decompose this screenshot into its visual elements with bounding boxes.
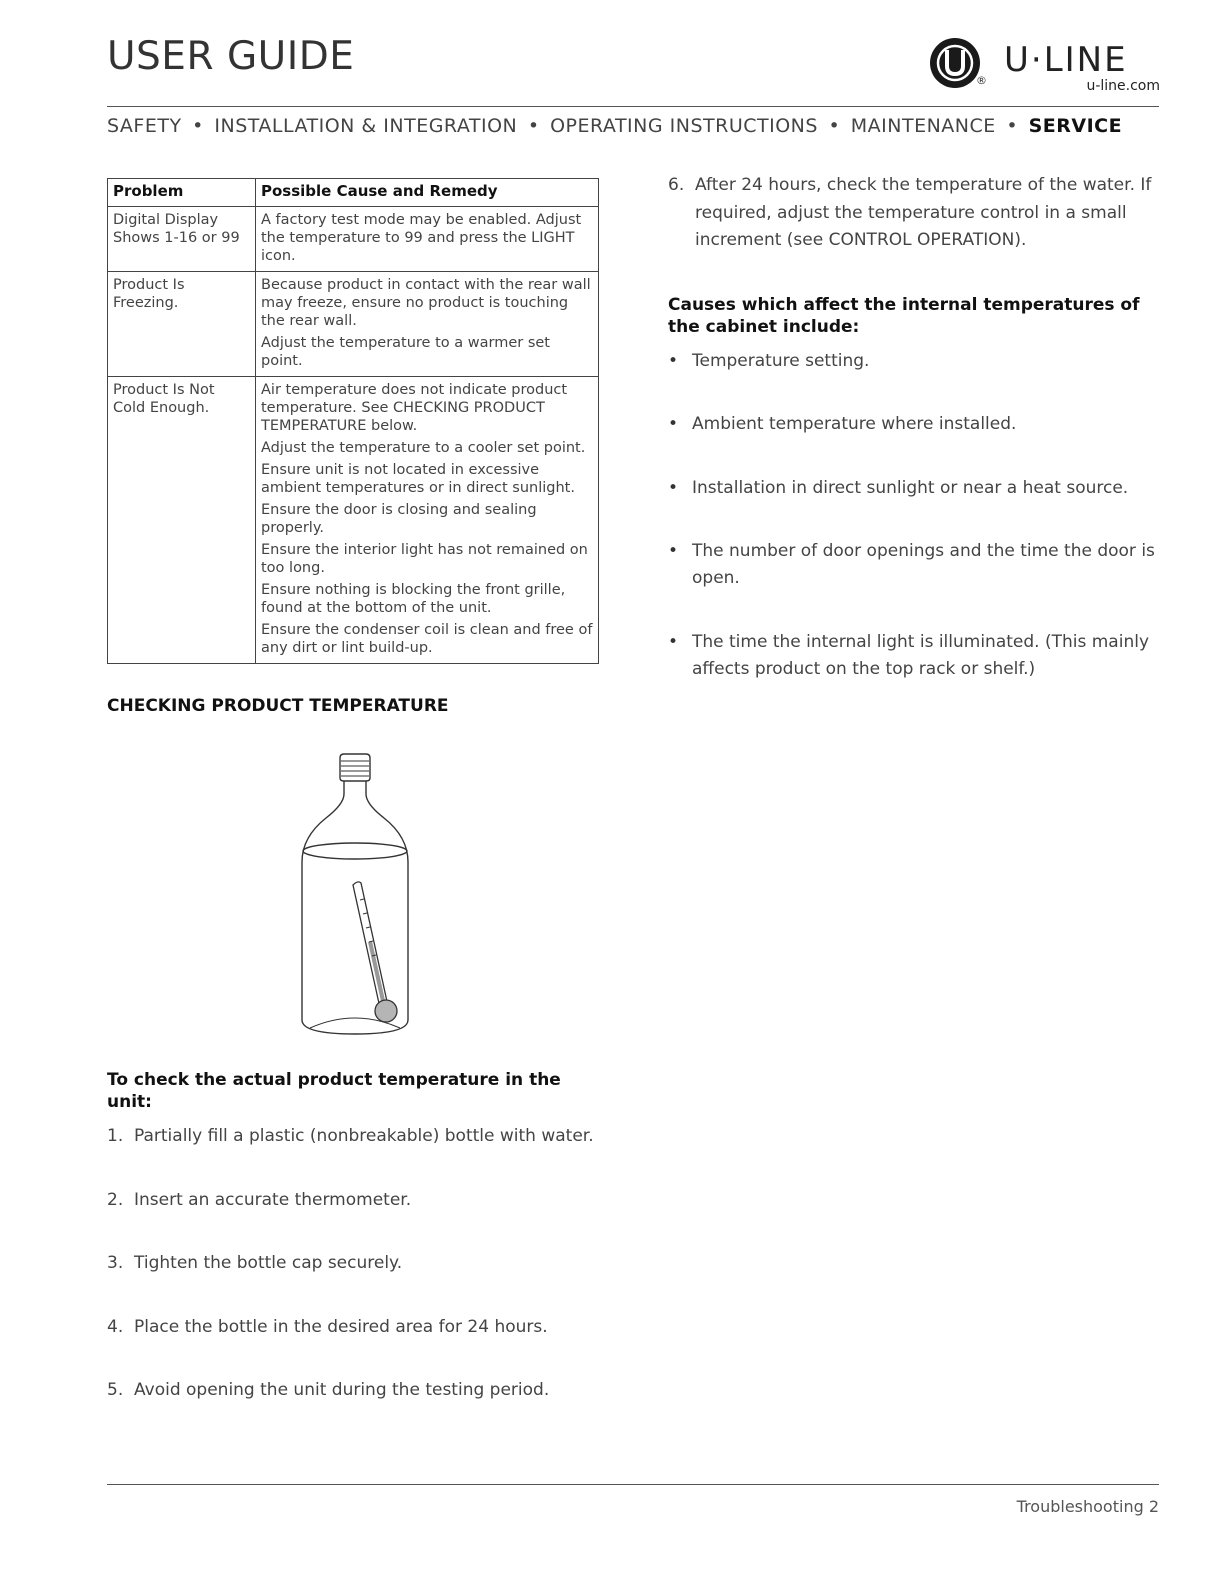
step-number: 5. [107,1380,124,1400]
nav-installation: INSTALLATION & INTEGRATION [214,115,518,137]
step-text: Partially fill a plastic (nonbreakable) bottle with water. [134,1126,594,1146]
remedy-text: Ensure the interior light has not remained on too long. [261,542,588,576]
footer-divider [107,1484,1159,1485]
problem-cell: Product Is Freezing. [108,272,256,377]
remedy-text: Ensure nothing is blocking the front grille, found at the bottom of the unit. [261,582,566,616]
step-number: 6. [668,175,685,195]
step-number: 1. [107,1126,124,1146]
brand-logo-icon [928,36,982,90]
problem-cell: Product Is Not Cold Enough. [108,377,256,664]
nav-separator: • [828,115,841,137]
table-row [108,377,599,664]
list-item [107,1315,607,1379]
causes-list [668,348,1163,684]
remedy-text: A factory test mode may be enabled. Adjust the temperature to 99 and press the LIGHT icon. [261,212,582,264]
checking-section-heading: CHECKING PRODUCT TEMPERATURE [107,696,449,716]
check-instructions-heading: To check the actual product temperature in the unit: [107,1070,561,1112]
nav-maintenance: MAINTENANCE [850,115,996,137]
step-text: Place the bottle in the desired area for 24 hours. [134,1316,548,1337]
water-surface [303,843,407,859]
problem-cell: Digital Display Shows 1-16 or 99 [108,207,256,272]
page-footer-label: Troubleshooting 2 [1016,1497,1159,1516]
step-number: 3. [107,1253,124,1273]
remedy-text: Adjust the temperature to a warmer set point. [261,335,550,369]
column-header-remedy: Possible Cause and Remedy [256,179,599,207]
remedy-text: Ensure the door is closing and sealing properly. [261,502,537,536]
list-item [107,1188,607,1252]
check-steps-list [107,1124,607,1442]
step-number: 4. [107,1316,124,1337]
step-text: Avoid opening the unit during the testing period. [134,1380,550,1400]
section-breadcrumb [107,115,1159,137]
remedy-text: Ensure the condenser coil is clean and free of any dirt or lint build-up. [261,622,593,656]
nav-safety: SAFETY [107,115,182,137]
remedy-cell [256,207,599,272]
remedy-cell [256,377,599,664]
list-item: • Installation in direct sunlight or near a heat source. [668,475,1163,503]
troubleshooting-table [107,178,599,664]
bottle-body [302,781,408,1034]
list-item: • The number of door openings and the time the door is open. [668,538,1163,593]
step-text: Tighten the bottle cap securely. [134,1253,403,1273]
remedy-text: Air temperature does not indicate product temperature. See CHECKING PRODUCT TEMPERATURE below. [261,382,568,434]
bottle-cap [340,754,370,781]
column-header-problem: Problem [108,179,256,207]
bottle-thermometer-illustration [290,752,420,1042]
nav-separator: • [192,115,204,137]
registered-mark: ® [976,74,987,87]
table-header-row [108,179,599,207]
remedy-text: Because product in contact with the rear wall may freeze, ensure no product is touching the rear wall. [261,277,591,329]
table-row [108,207,599,272]
table-row [108,272,599,377]
step-text: Insert an accurate thermometer. [134,1189,412,1210]
step-number: 2. [107,1189,124,1210]
remedy-cell [256,272,599,377]
list-item [107,1124,607,1188]
step-text: After 24 hours, check the temperature of the water. If required, adjust the temperature control in a small increment (see CONTROL OPERATION). [695,175,1152,250]
header-divider [107,106,1159,107]
nav-separator: • [527,115,540,137]
nav-operating: OPERATING INSTRUCTIONS [550,115,818,137]
list-item [107,1378,607,1442]
list-item [668,172,1163,255]
list-item [107,1251,607,1315]
list-item: • Ambient temperature where installed. [668,411,1163,439]
list-item: • The time the internal light is illuminated. (This mainly affects product on the top rack or shelf.) [668,629,1163,684]
page-title: USER GUIDE [107,34,355,79]
brand-logo [928,34,1160,96]
list-item: • Temperature setting. [668,348,1163,376]
nav-separator: • [1006,115,1019,137]
thermometer [353,882,397,1022]
brand-url: u-line.com [1086,78,1160,94]
causes-heading: Causes which affect the internal temperatures of the cabinet include: [668,295,1140,337]
brand-logo-text: U·LINE [1004,40,1128,80]
remedy-text: Ensure unit is not located in excessive ambient temperatures or in direct sunlight. [261,462,575,496]
remedy-text: Adjust the temperature to a cooler set point. [261,440,586,456]
nav-service: SERVICE [1028,115,1123,137]
